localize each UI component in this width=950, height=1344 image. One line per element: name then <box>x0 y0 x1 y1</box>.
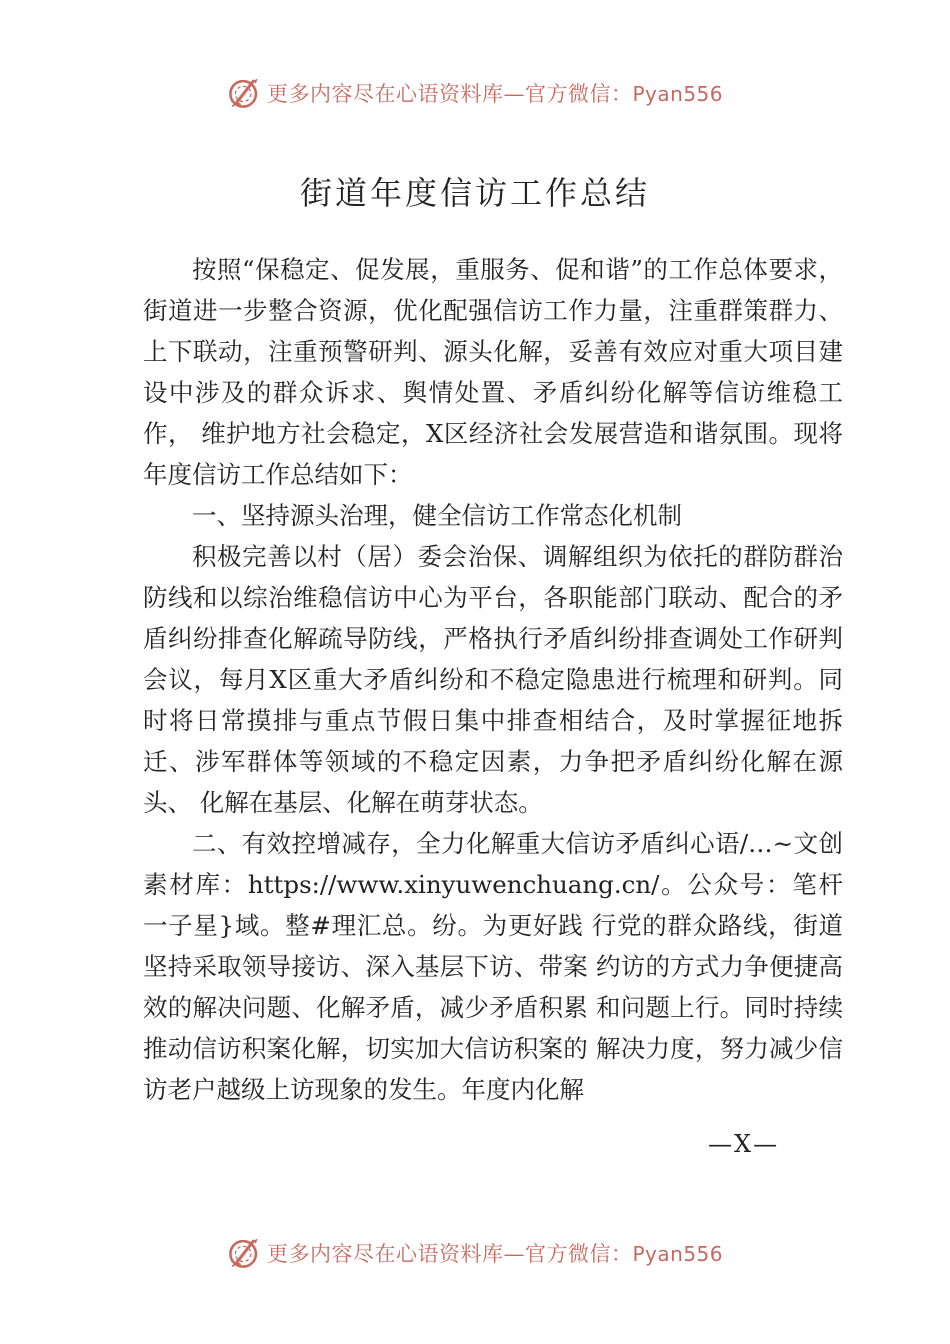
brush-pen-logo-icon <box>227 76 261 110</box>
watermark-text: 更多内容尽在心语资料库—官方微信：Pyan556 <box>266 82 723 106</box>
page-number: —X— <box>708 1130 780 1158</box>
brush-pen-logo-icon <box>227 1236 261 1270</box>
watermark-handle: Pyan556 <box>632 1242 723 1266</box>
watermark-text: 更多内容尽在心语资料库—官方微信：Pyan556 <box>266 1242 723 1266</box>
watermark-header <box>0 73 950 113</box>
watermark-handle: Pyan556 <box>632 82 723 106</box>
document-body <box>143 249 843 1110</box>
paragraph-intro: 按照“保稳定、促发展，重服务、促和谐”的工作总体要求， 街道进一步整合资源，优化配强信访工作力量，注重群策群力、上下联动，注重预警研判、源头化解，妥善有效应对重大项目建设中涉及的群众诉求、舆情处置、矛盾纠纷化解等信访维稳工作， 维护地方社会稳定，X区经济社会发展营造和谐氛围。现将年度信访工作总结如下： <box>143 255 843 489</box>
section-heading-1: 一、坚持源头治理，健全信访工作常态化机制 <box>192 501 682 530</box>
watermark-footer <box>0 1233 950 1273</box>
paragraph-section-2: 二、有效控增减存，全力化解重大信访矛盾纠心语/…~文创素材库：https://www.xinyuwenchuang.cn/。公众号：笔杆一子星}域。整#理汇总。纷。为更好践 行党的群众路线，街道坚持采取领导接访、深入基层下访、带案 约访的方式力争便捷高效的解决问题、化解矛盾，减少矛盾积累 和问题上行。同时持续推动信访积案化解，切实加大信访积案的 解决力度，努力减少信访老户越级上访现象的发生。年度内化解 <box>143 829 843 1104</box>
paragraph-section-1: 积极完善以村（居）委会治保、调解组织为依托的群防群治防线和以综治维稳信访中心为平台，各职能部门联动、配合的矛盾纠纷排查化解疏导防线，严格执行矛盾纠纷排查调处工作研判会议，每月X区重大矛盾纠纷和不稳定隐患进行梳理和研判。同时将日常摸排与重点节假日集中排查相结合，及时掌握征地拆迁、涉军群体等领域的不稳定因素，力争把矛盾纠纷化解在源头、 化解在基层、化解在萌芽状态。 <box>143 542 843 817</box>
document-title: 街道年度信访工作总结 <box>299 174 650 212</box>
